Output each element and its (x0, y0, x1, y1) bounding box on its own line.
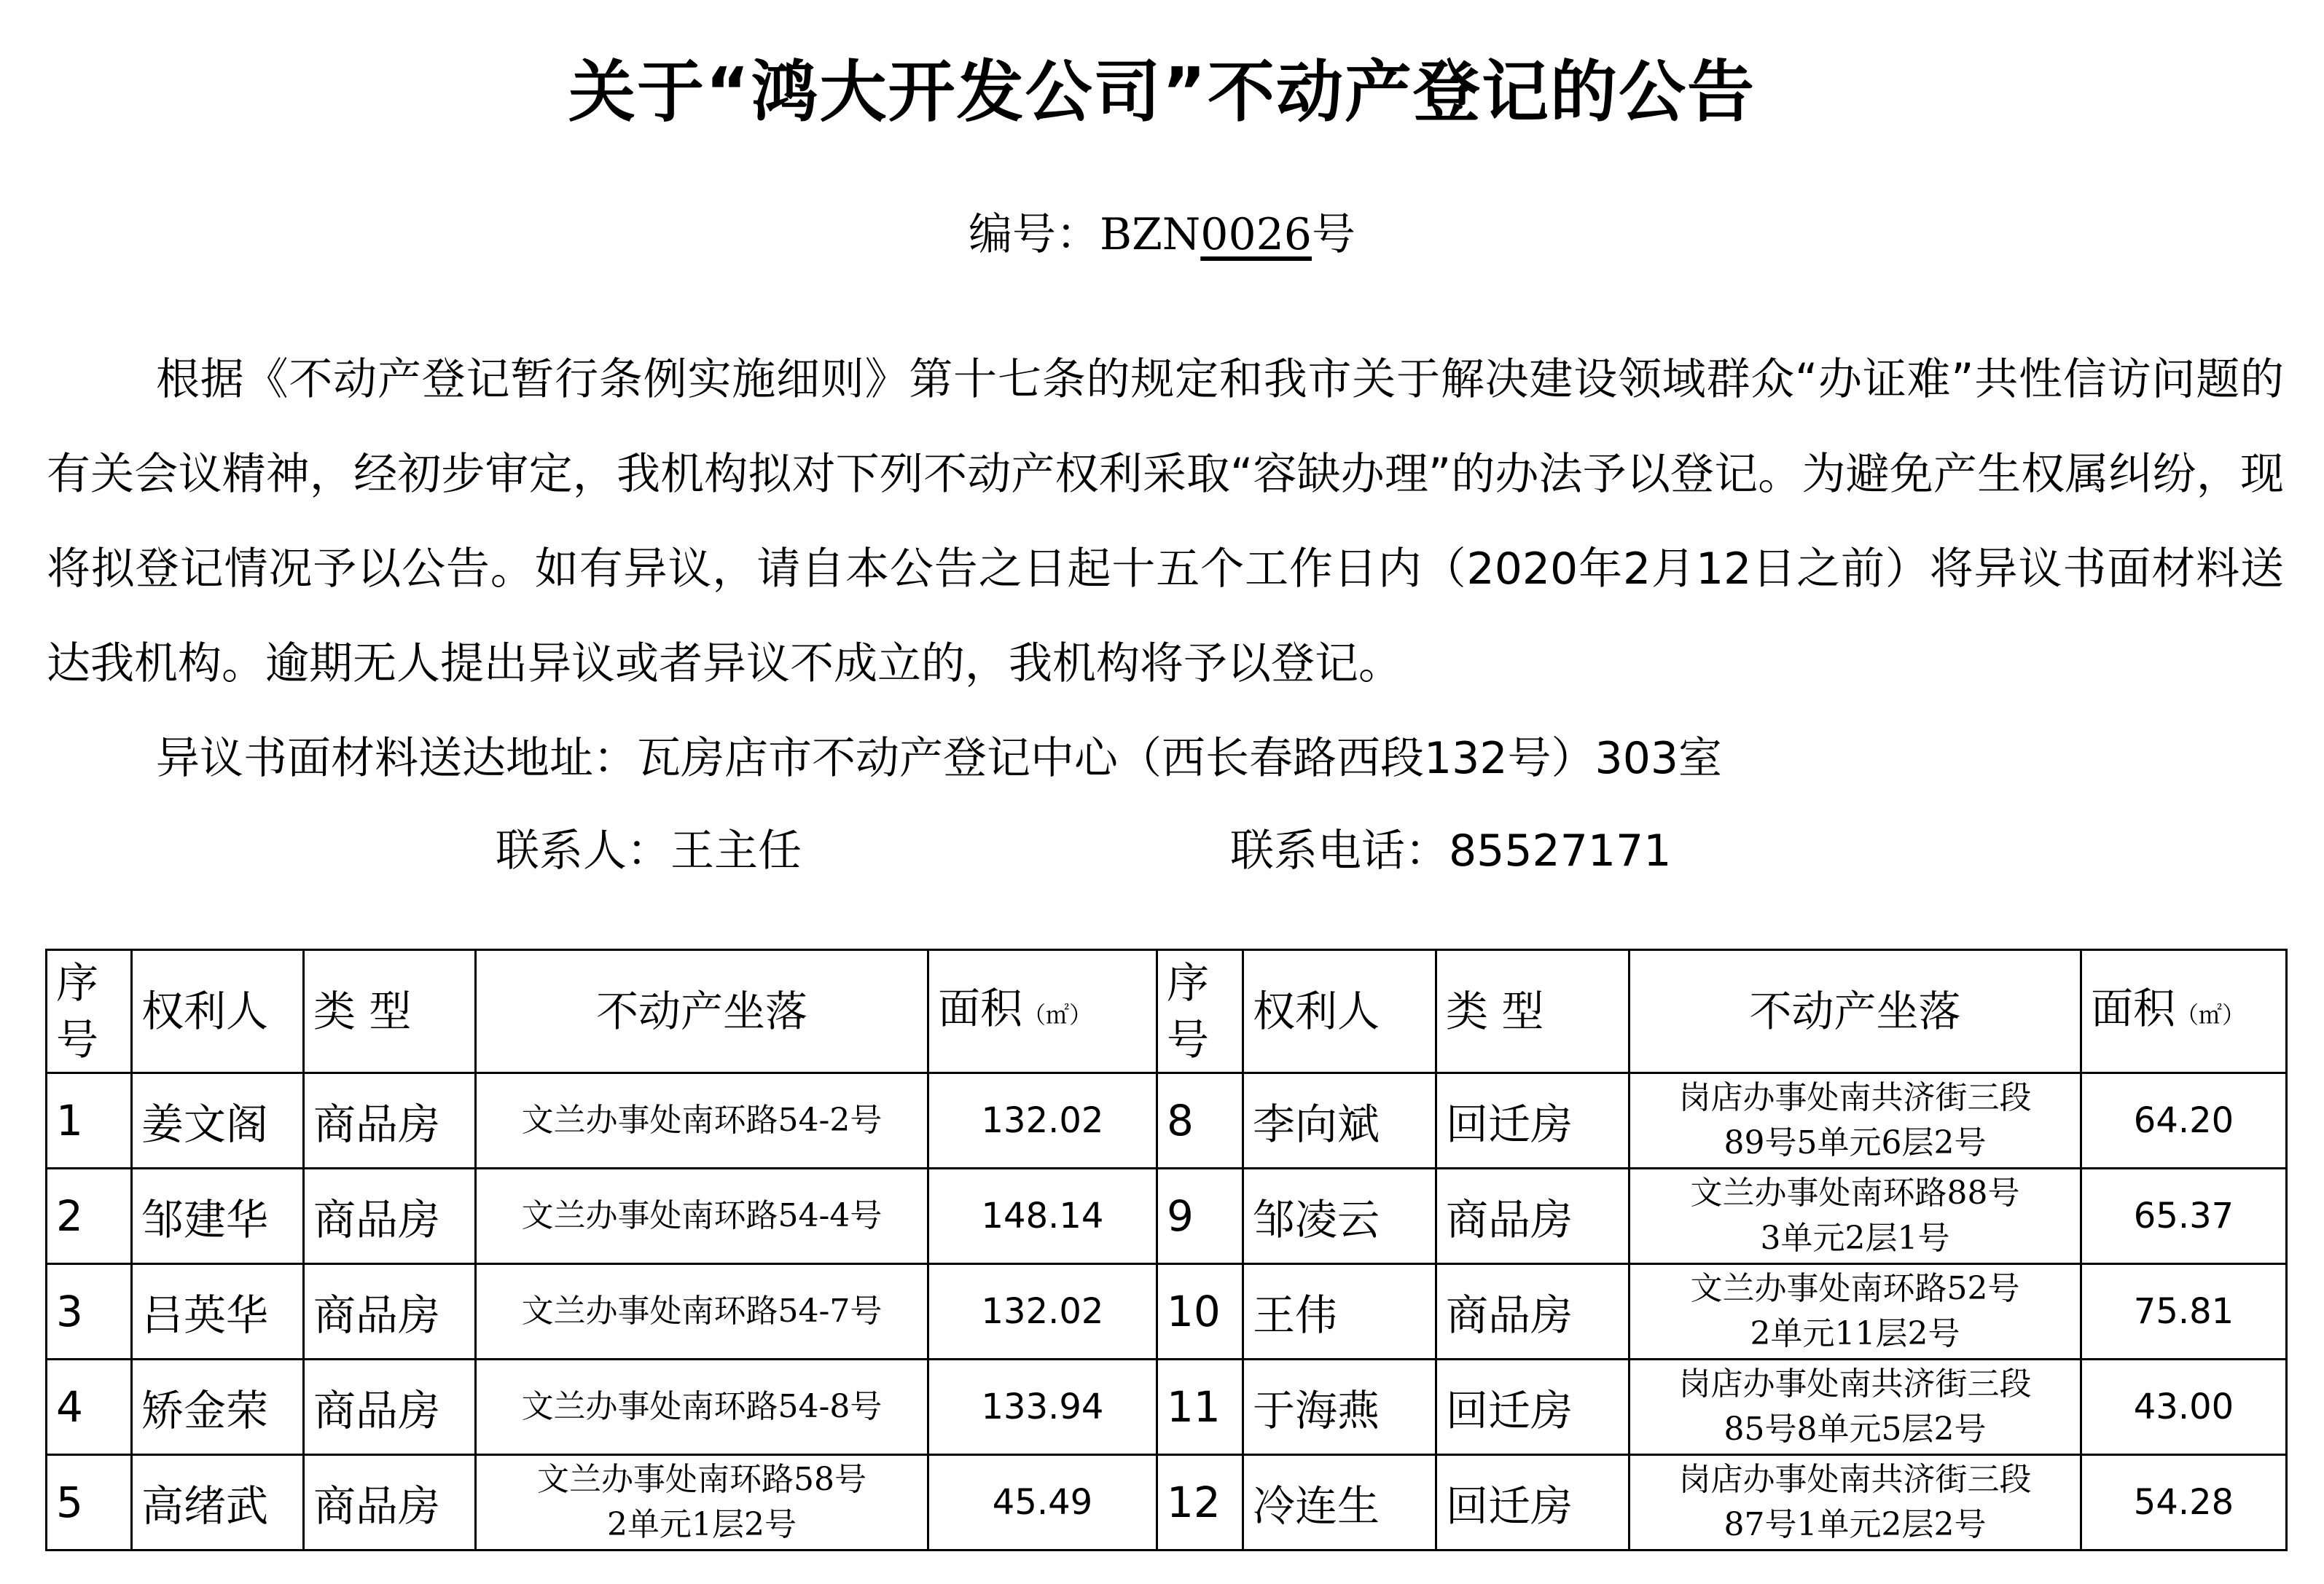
cell-location: 岗店办事处南共济街三段 89号5单元6层2号 (1629, 1073, 2081, 1169)
cell-seq: 3 (47, 1264, 132, 1360)
registration-table (45, 949, 2288, 1551)
announcement-body (47, 332, 2284, 806)
cell-area: 132.02 (928, 1073, 1157, 1169)
header-location-2: 不动产坐落 (1629, 950, 2081, 1073)
cell-type: 回迁房 (1436, 1073, 1629, 1169)
cell-location: 文兰办事处南环路54-8号 (476, 1360, 928, 1455)
cell-seq: 5 (47, 1455, 132, 1550)
cell-type: 商品房 (1436, 1169, 1629, 1264)
cell-area: 43.00 (2081, 1360, 2287, 1455)
cell-owner: 李向斌 (1243, 1073, 1436, 1169)
document-number-value: 0026 (1200, 209, 1312, 260)
cell-type: 回迁房 (1436, 1455, 1629, 1550)
cell-owner: 矫金荣 (132, 1360, 304, 1455)
cell-location: 岗店办事处南共济街三段 87号1单元2层2号 (1629, 1455, 2081, 1550)
document-number-prefix: 编号：BZN (969, 209, 1201, 260)
cell-type: 商品房 (304, 1073, 476, 1169)
cell-location: 岗店办事处南共济街三段 85号8单元5层2号 (1629, 1360, 2081, 1455)
cell-type: 商品房 (1436, 1264, 1629, 1360)
address-paragraph: 异议书面材料送达地址：瓦房店市不动产登记中心（西长春路西段132号）303室 (156, 733, 1723, 784)
table-row (47, 1360, 2287, 1455)
page-title: 关于“鸿大开发公司”不动产登记的公告 (568, 53, 1756, 131)
cell-location: 文兰办事处南环路52号 2单元11层2号 (1629, 1264, 2081, 1360)
cell-type: 商品房 (304, 1264, 476, 1360)
cell-seq: 8 (1157, 1073, 1243, 1169)
cell-seq: 9 (1157, 1169, 1243, 1264)
header-type: 类 型 (304, 950, 476, 1073)
cell-type: 商品房 (304, 1360, 476, 1455)
cell-area: 54.28 (2081, 1455, 2287, 1550)
cell-owner: 王伟 (1243, 1264, 1436, 1360)
contact-person: 联系人：王主任 (496, 826, 802, 877)
cell-area: 133.94 (928, 1360, 1157, 1455)
cell-seq: 12 (1157, 1455, 1243, 1550)
cell-owner: 高绪武 (132, 1455, 304, 1550)
cell-seq: 4 (47, 1360, 132, 1455)
cell-seq: 10 (1157, 1264, 1243, 1360)
cell-location: 文兰办事处南环路54-4号 (476, 1169, 928, 1264)
cell-location: 文兰办事处南环路54-7号 (476, 1264, 928, 1360)
cell-seq: 2 (47, 1169, 132, 1264)
main-paragraph: 根据《不动产登记暂行条例实施细则》第十七条的规定和我市关于解决建设领域群众“办证难”共性信访问题的有关会议精神，经初步审定，我机构拟对下列不动产权利采取“容缺办理”的办法予以登记。为避免产生权属纠纷，现将拟登记情况予以公告。如有异议，请自本公告之日起十五个工作日内（2020年2月12日之前）将异议书面材料送达我机构。逾期无人提出异议或者异议不成立的，我机构将予以登记。 (47, 354, 2284, 689)
document-number (0, 198, 2324, 271)
header-area: 面积（㎡） (928, 950, 1157, 1073)
header-location: 不动产坐落 (476, 950, 928, 1073)
header-area-2: 面积（㎡） (2081, 950, 2287, 1073)
table-header-row (47, 950, 2287, 1073)
cell-area: 148.14 (928, 1169, 1157, 1264)
cell-location: 文兰办事处南环路54-2号 (476, 1073, 928, 1169)
table-row (47, 1169, 2287, 1264)
cell-area: 65.37 (2081, 1169, 2287, 1264)
header-type-2: 类 型 (1436, 950, 1629, 1073)
header-seq-2: 序 号 (1157, 950, 1243, 1073)
cell-location: 文兰办事处南环路88号 3单元2层1号 (1629, 1169, 2081, 1264)
cell-owner: 冷连生 (1243, 1455, 1436, 1550)
cell-area: 64.20 (2081, 1073, 2287, 1169)
cell-owner: 邹建华 (132, 1169, 304, 1264)
cell-area: 75.81 (2081, 1264, 2287, 1360)
cell-type: 回迁房 (1436, 1360, 1629, 1455)
header-owner-2: 权利人 (1243, 950, 1436, 1073)
header-owner: 权利人 (132, 950, 304, 1073)
cell-area: 45.49 (928, 1455, 1157, 1550)
table-row (47, 1073, 2287, 1169)
table-row (47, 1264, 2287, 1360)
cell-type: 商品房 (304, 1169, 476, 1264)
cell-owner: 邹凌云 (1243, 1169, 1436, 1264)
cell-area: 132.02 (928, 1264, 1157, 1360)
cell-seq: 11 (1157, 1360, 1243, 1455)
document-number-suffix: 号 (1311, 209, 1355, 260)
contact-phone: 联系电话：85527171 (1230, 826, 1672, 877)
cell-type: 商品房 (304, 1455, 476, 1550)
cell-owner: 于海燕 (1243, 1360, 1436, 1455)
cell-location: 文兰办事处南环路58号 2单元1层2号 (476, 1455, 928, 1550)
cell-owner: 吕英华 (132, 1264, 304, 1360)
header-seq: 序 号 (47, 950, 132, 1073)
cell-seq: 1 (47, 1073, 132, 1169)
table-row (47, 1455, 2287, 1550)
cell-owner: 姜文阁 (132, 1073, 304, 1169)
